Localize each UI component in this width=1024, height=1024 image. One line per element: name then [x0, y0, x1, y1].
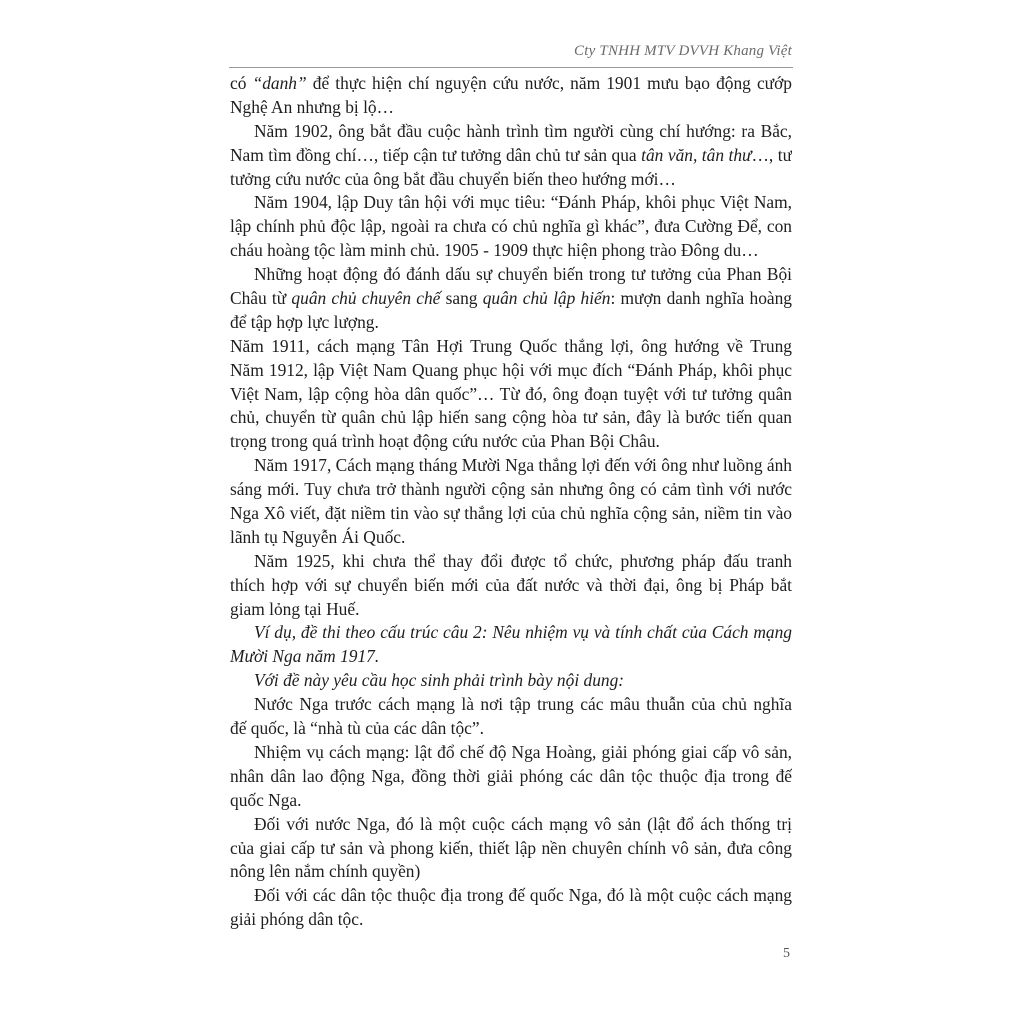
header-rule [229, 67, 793, 68]
text-line: nông lên nắm chính quyền) [230, 861, 421, 882]
text-line: tưởng cứu nước của ông bắt đầu chuyển biến theo hướng mới… [230, 168, 676, 189]
text-line: Đối với nước Nga, đó là một cuộc cách mạng vô sản (lật đổ ách thống trị [254, 813, 792, 834]
text-line: của giai cấp tư sản và phong kiến, thiết lập nền chuyên chính vô sản, đưa công [230, 837, 792, 858]
text-line: Năm 1925, khi chưa thể thay đổi được tổ chức, phương pháp đấu tranh [254, 550, 792, 571]
text-line: chủ, chuyển từ quân chủ lập hiến sang cộng hòa tư sản, đây là bước tiến quan [230, 407, 792, 428]
text-line: nhân dân lao động Nga, đồng thời giải phóng các dân tộc thuộc địa trong đế [230, 765, 792, 786]
text-line: cháu hoàng tộc làm minh chủ. 1905 - 1909 thực hiện phong trào Đông du… [230, 240, 759, 261]
text-line: Năm 1904, lập Duy tân hội với mục tiêu: “Đánh Pháp, khôi phục Việt Nam, [254, 192, 792, 213]
text-line: Năm 1912, lập Việt Nam Quang phục hội với mục đích “Đánh Pháp, khôi phục [230, 359, 792, 380]
text-line: để tập hợp lực lượng. [230, 311, 379, 332]
text-line: Nam tìm đồng chí…, tiếp cận tư tưởng dân chủ tư sản qua tân văn, tân thư…, tư [230, 144, 792, 165]
text-line: lập chính phủ độc lập, ngoài ra chưa có chủ nghĩa gì khác”, đưa Cường Để, con [230, 216, 792, 237]
text-line: Năm 1911, cách mạng Tân Hợi Trung Quốc thắng lợi, ông hướng về Trung [230, 335, 792, 356]
text-line: sáng mới. Tuy chưa trở thành người cộng sản nhưng ông có cảm tình với nước [230, 479, 792, 500]
text-line: trọng trong quá trình hoạt động cứu nước của Phan Bội Châu. [230, 431, 660, 452]
text-line: Năm 1902, ông bắt đầu cuộc hành trình tìm người cùng chí hướng: ra Bắc, [254, 120, 792, 141]
text-line: Nghệ An nhưng bị lộ… [230, 96, 395, 117]
text-line: Châu từ quân chủ chuyên chế sang quân chủ lập hiến: mượn danh nghĩa hoàng [230, 288, 792, 309]
text-line: thích hợp với sự chuyển biến mới của đất nước và thời đại, ông bị Pháp bắt [230, 574, 792, 595]
text-line: Đối với các dân tộc thuộc địa trong đế quốc Nga, đó là một cuộc cách mạng [254, 885, 792, 906]
text-line: quốc Nga. [230, 789, 302, 810]
text-line: có “danh” để thực hiện chí nguyện cứu nước, năm 1901 mưu bạo động cướp [230, 73, 792, 93]
text-line: giải phóng dân tộc. [230, 909, 364, 930]
text-line: Ví dụ, đề thi theo cấu trúc câu 2: Nêu nhiệm vụ và tính chất của Cách mạng [254, 622, 792, 643]
text-line: Với đề này yêu cầu học sinh phải trình bày nội dung: [254, 670, 625, 691]
text-line: lãnh tụ Nguyễn Ái Quốc. [230, 526, 406, 547]
text-line: Nước Nga trước cách mạng là nơi tập trung các mâu thuẫn của chủ nghĩa [254, 694, 792, 715]
text-line: Mười Nga năm 1917. [230, 646, 380, 667]
text-line: đế quốc, là “nhà tù của các dân tộc”. [230, 718, 484, 739]
page-number: 5 [783, 946, 790, 961]
running-header: Cty TNHH MTV DVVH Khang Việt [574, 43, 792, 59]
text-line: Nhiệm vụ cách mạng: lật đổ chế độ Nga Hoàng, giải phóng giai cấp vô sản, [254, 741, 792, 762]
page-body [230, 72, 792, 932]
text-line: Nga Xô viết, đặt niềm tin vào sự thắng lợi của chủ nghĩa cộng sản, niềm tin vào [230, 503, 792, 524]
text-line: Những hoạt động đó đánh dấu sự chuyển biến trong tư tưởng của Phan Bội [254, 264, 792, 285]
text-line: Việt Nam, lập cộng hòa dân quốc”… Từ đó, ông đoạn tuyệt với tư tưởng quân [230, 383, 792, 404]
text-line: Năm 1917, Cách mạng tháng Mười Nga thắng lợi đến với ông như luồng ánh [254, 455, 792, 476]
text-line: giam lỏng tại Huế. [230, 598, 360, 619]
